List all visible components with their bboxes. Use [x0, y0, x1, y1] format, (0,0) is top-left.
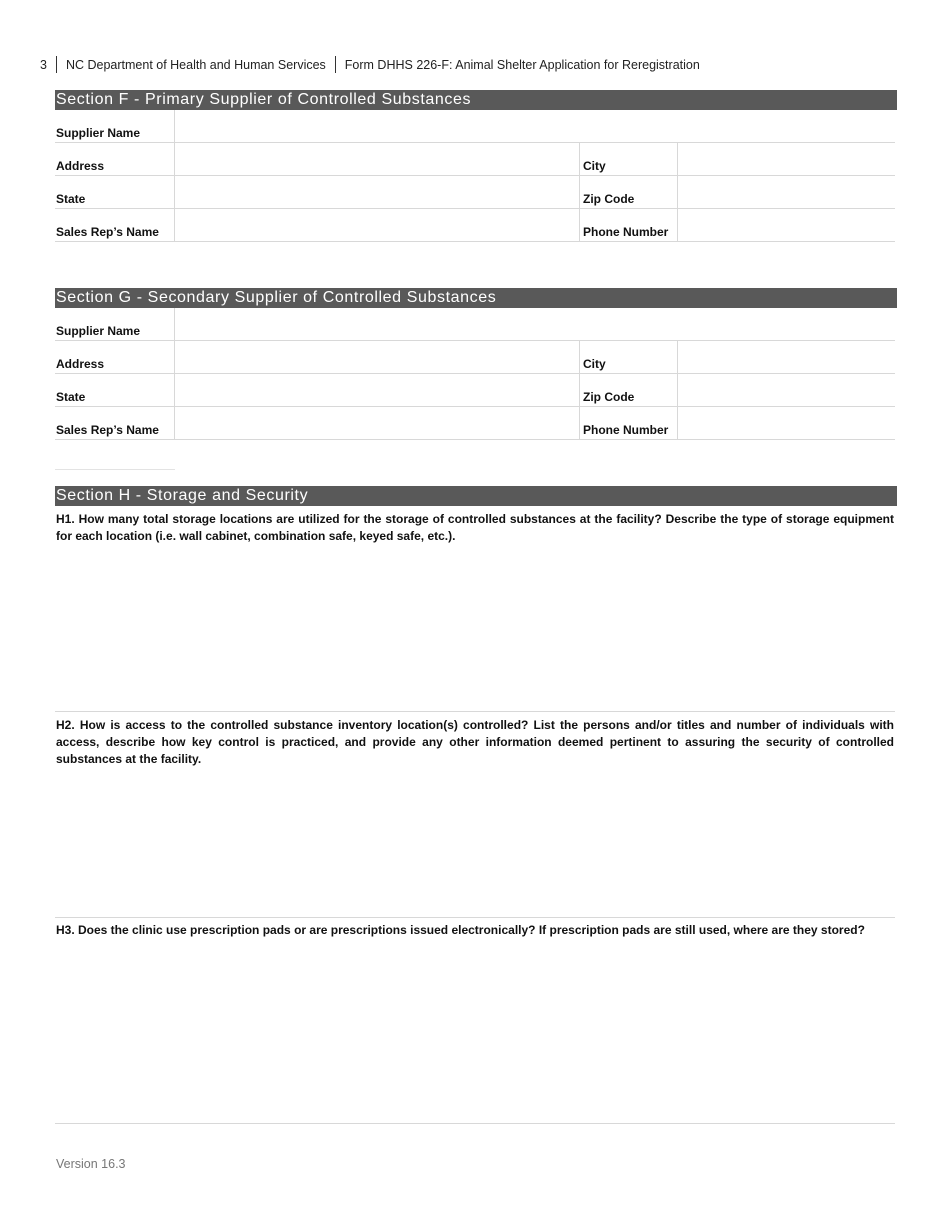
section-g-title: Section G - Secondary Supplier of Controlled Substances	[55, 288, 897, 308]
supplier-name-row	[55, 308, 895, 341]
city-field[interactable]	[678, 143, 895, 175]
supplier-name-label: Supplier Name	[56, 126, 141, 140]
state-field[interactable]	[175, 374, 579, 406]
state-row	[55, 176, 895, 209]
zip-code-label: Zip Code	[583, 390, 635, 404]
form-title: Form DHHS 226-F: Animal Shelter Application for Reregistration	[344, 57, 700, 72]
supplier-name-field[interactable]	[175, 308, 895, 340]
page-header	[40, 56, 700, 73]
section-g-table	[55, 308, 895, 440]
state-label: State	[56, 192, 86, 206]
state-field[interactable]	[175, 176, 579, 208]
sales-rep-row	[55, 209, 895, 242]
section-f-title: Section F - Primary Supplier of Controlled Substances	[55, 90, 897, 110]
address-label: Address	[56, 159, 105, 173]
sales-rep-name-field[interactable]	[175, 209, 579, 241]
sales-rep-name-field[interactable]	[175, 407, 579, 439]
question-h2: H2. How is access to the controlled substance inventory location(s) controlled? List the persons and/or titles and number of individuals with access, describe how key control is practiced, and provide any other information deemed pertinent to assuring the security of controlled substances at the facility.	[56, 718, 894, 766]
phone-number-label: Phone Number	[583, 423, 669, 437]
section-h-title: Section H - Storage and Security	[55, 486, 897, 506]
answer-h3-field[interactable]	[55, 943, 895, 1123]
address-label: Address	[56, 357, 105, 371]
sales-rep-row	[55, 407, 895, 440]
state-row	[55, 374, 895, 407]
page-number: 3	[40, 57, 47, 72]
city-label: City	[583, 159, 606, 173]
address-row	[55, 143, 895, 176]
city-field[interactable]	[678, 341, 895, 373]
sales-rep-name-label: Sales Rep’s Name	[56, 423, 159, 437]
address-row	[55, 341, 895, 374]
divider	[55, 711, 895, 712]
supplier-name-label: Supplier Name	[56, 324, 141, 338]
department-name: NC Department of Health and Human Services	[65, 57, 326, 72]
sales-rep-name-label: Sales Rep’s Name	[56, 225, 159, 239]
question-h1: H1. How many total storage locations are utilized for the storage of controlled substances at the facility? Describe the type of storage equipment for each location (i.e. wall cabinet, combination safe, keyed safe, etc.).	[56, 512, 894, 543]
zip-code-label: Zip Code	[583, 192, 635, 206]
state-label: State	[56, 390, 86, 404]
phone-number-label: Phone Number	[583, 225, 669, 239]
question-h3: H3. Does the clinic use prescription pads or are prescriptions issued electronically? If prescription pads are still used, where are they stored?	[56, 923, 865, 937]
answer-h2-field[interactable]	[55, 770, 895, 917]
city-label: City	[583, 357, 606, 371]
zip-code-field[interactable]	[678, 374, 895, 406]
zip-code-field[interactable]	[678, 176, 895, 208]
header-divider	[335, 56, 336, 73]
divider	[55, 917, 895, 918]
header-divider	[56, 56, 57, 73]
phone-number-field[interactable]	[678, 209, 895, 241]
section-f-table	[55, 110, 895, 242]
answer-h1-field[interactable]	[55, 546, 895, 711]
divider	[55, 469, 175, 470]
divider	[55, 1123, 895, 1124]
supplier-name-field[interactable]	[175, 110, 895, 142]
address-field[interactable]	[175, 143, 579, 175]
version-label: Version 16.3	[56, 1157, 126, 1171]
supplier-name-row	[55, 110, 895, 143]
phone-number-field[interactable]	[678, 407, 895, 439]
address-field[interactable]	[175, 341, 579, 373]
